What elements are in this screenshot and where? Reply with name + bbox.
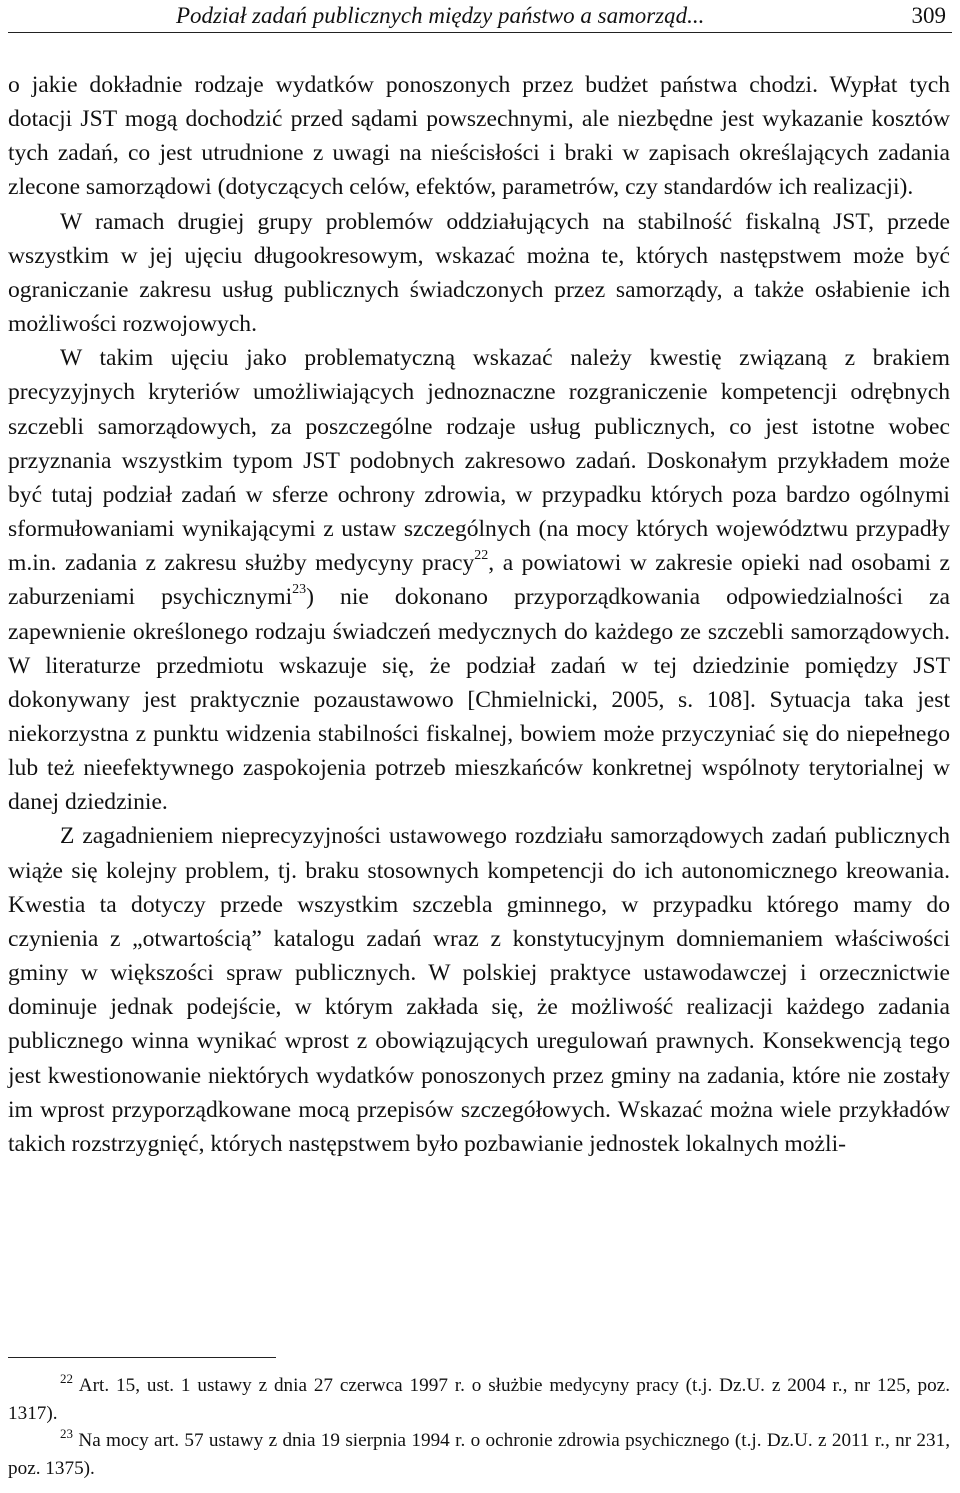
footnote-text: Art. 15, ust. 1 ustawy z dnia 27 czerwca 1997 r. o służbie medycyny pracy (t.j. Dz.U. z 2004 r., nr 125, poz. 1317). [8,1375,950,1424]
paragraph-3-text-a: W takim ujęciu jako problematyczną wskazać należy kwestię związaną z brakiem precyzyjnych kryteriów umożliwiających jednoznaczne rozgraniczenie kompetencji odrębnych szczebli samorządowych, za poszczególne rodzaje usług publicznych, co jest istotne wobec przyznania wszystkim typom JST podobnych zakresowo zadań. Doskonałym przykładem może być tutaj podział zadań w sferze ochrony zdrowia, w przypadku których poza bardzo ogólnymi sformułowaniami wynikającymi z ustaw szczególnych (na mocy których województwu przypadły m.in. zadania z zakresu służby medycyny pracy [8,345,950,577]
footnote-number: 22 [60,1370,73,1386]
paragraph-2: W ramach drugiej grupy problemów oddziałujących na stabilność fiskalną JST, przede wszystkim w jej ujęciu długookresowym, wskazać można te, których następstwem może być ograniczanie zakresu usług publicznych świadczonych przez samorządy, a także osłabienie ich możliwości rozwojowych. [8,208,950,338]
paragraph-3-text-b: , a powiatowi w zakresie opieki nad osobami z zaburzeniami psychicznymi [8,550,950,611]
footnote-text: Na mocy art. 57 ustawy z dnia 19 sierpnia 1994 r. o ochronie zdrowia psychicznego (t.j. Dz.U. z 2011 r., nr 231, poz. 1375). [8,1430,950,1479]
footnote-22 [8,1372,950,1427]
footnote-ref-23[interactable]: 23 [292,582,307,598]
running-title: Podział zadań publicznych między państwo a samorząd... [176,3,705,28]
paragraph-3 [8,341,950,819]
main-text [8,68,950,1161]
page-number: 309 [911,3,946,28]
paragraph-3-text-c: ) nie dokonano przyporządkowania odpowiedzialności za zapewnienie określonego rodzaju świadczeń medycznych do każdego ze szczebli samorządowych. W literaturze przedmiotu wskazuje się, że podział zadań w tej dziedzinie pomiędzy JST dokonywany jest praktycznie pozaustawowo [Chmielnicki, 2005, s. 108]. Sytuacja taka jest niekorzystna z punktu widzenia stabilności fiskalnej, bowiem może przyczyniać się do niepełnego lub też nieefektywnego zaspokojenia potrzeb mieszkańców konkretnej wspólnoty terytorialnej w danej dziedzinie. [8,584,950,816]
footnote-23 [8,1427,950,1482]
paragraph-1: o jakie dokładnie rodzaje wydatków ponoszonych przez budżet państwa chodzi. Wypłat tych dotacji JST mogą dochodzić przed sądami powszechnymi, ale niezbędne jest wykazanie kosztów tych zadań, co jest utrudnione z uwagi na nieścisłości i braki w zapisach określających zadania zlecone samorządowi (dotyczących celów, efektów, parametrów, czy standardów ich realizacji). [8,72,950,201]
footnote-number: 23 [60,1425,73,1441]
footnotes [8,1372,950,1482]
footnote-ref-22[interactable]: 22 [474,548,489,564]
footnote-divider [8,1357,276,1358]
running-header [8,2,952,33]
paragraph-4: Z zagadnieniem nieprecyzyjności ustawowego rozdziału samorządowych zadań publicznych wiąże się kolejny problem, tj. braku stosownych kompetencji do ich autonomicznego kreowania. Kwestia ta dotyczy przede wszystkim szczebla gminnego, w przypadku którego mamy do czynienia z „otwartością” katalogu zadań wraz z konstytucyjnym domniemaniem właściwości gminy w większości spraw publicznych. W polskiej praktyce ustawodawczej i orzecznictwie dominuje jednak podejście, w którym zakłada się, że możliwość realizacji każdego zadania publicznego winna wynikać wprost z obowiązujących uregulowań prawnych. Konsekwencją tego jest kwestionowanie niektórych wydatków ponoszonych przez gminy na zadania, które nie zostały im wprost przyporządkowane mocą przepisów szczegółowych. Wskazać można wiele przykładów takich rozstrzygnięć, których następstwem było pozbawianie jednostek lokalnych możli- [8,823,950,1157]
